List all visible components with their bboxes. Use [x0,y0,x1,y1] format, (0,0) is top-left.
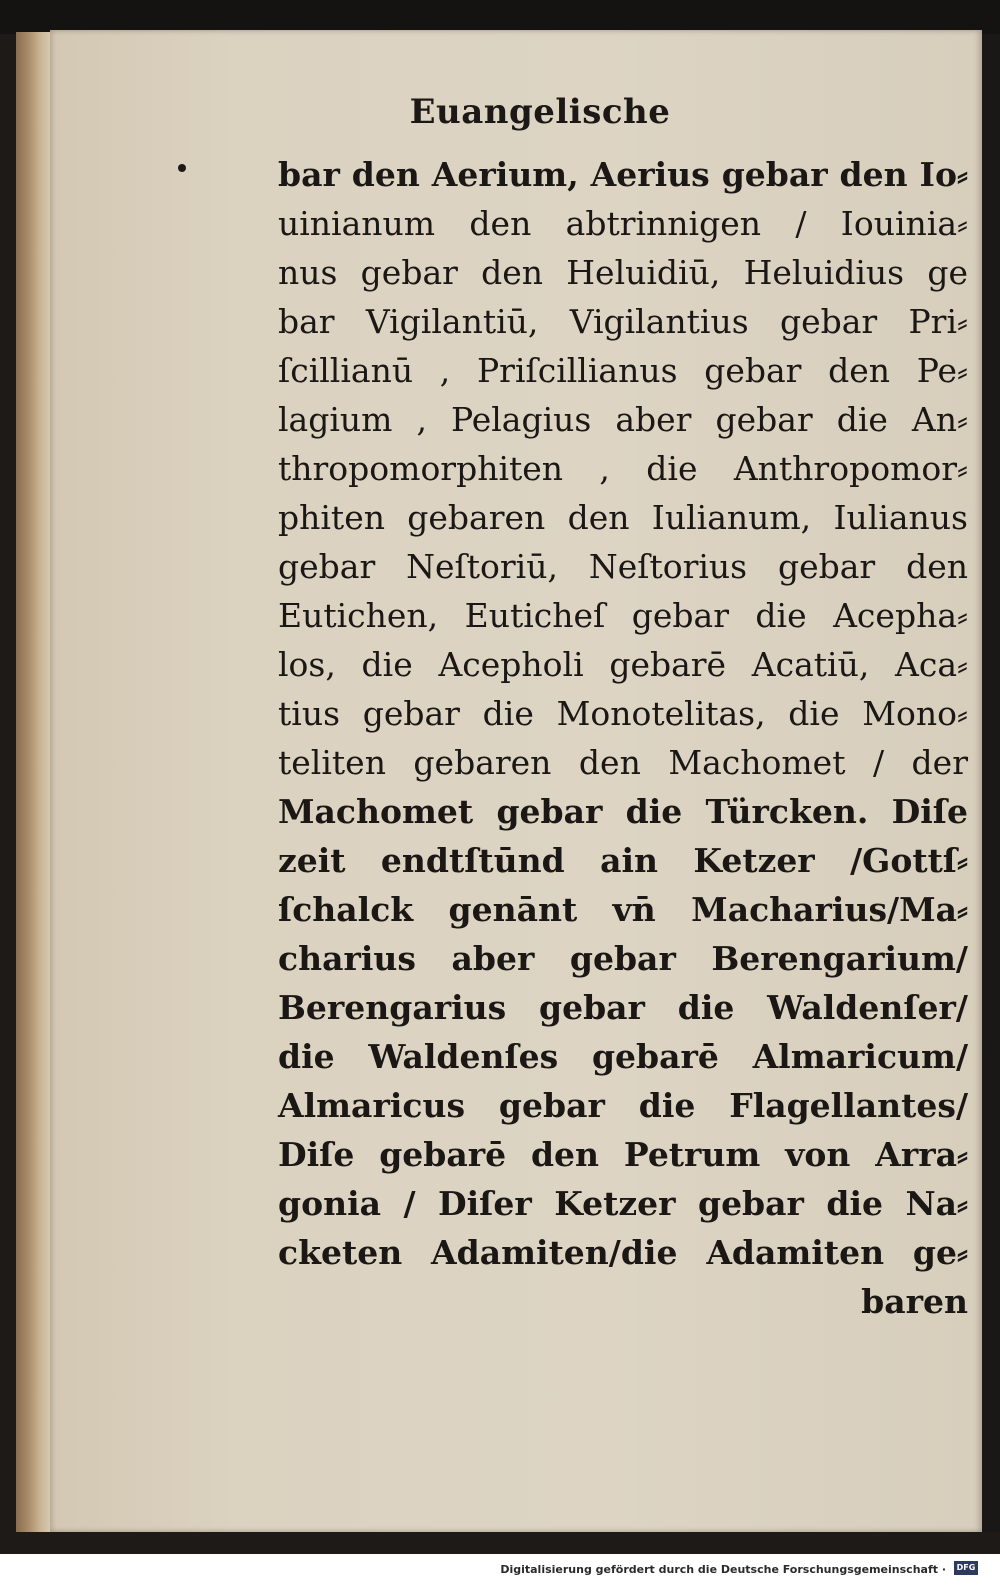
text-line: Machomet gebar die Türcken. Diſe [278,792,968,831]
page-header: Euangelische [409,92,671,132]
text-line: thropomorphiten , die Anthropomor⸗ [278,449,968,488]
text-line: bar den Aerium, Aerius gebar den Io⸗ [278,155,968,194]
text-line: bar Vigilantiū, Vigilantius gebar Pri⸗ [278,302,968,341]
text-line: die Waldenſes gebarē Almaricum/ [278,1037,968,1076]
scan-bottom-border [0,1532,1000,1554]
text-line: Eutichen, Euticheſ gebar die Acepha⸗ [278,596,968,635]
scan-right-border [982,34,1000,1547]
funding-credit: Digitalisierung gefördert durch die Deutsche Forschungsgemeinschaft · [500,1563,946,1576]
text-line: lagium , Pelagius aber gebar die An⸗ [278,400,968,439]
book-page-edges [16,32,50,1534]
text-line: gebar Neſtoriū, Neſtorius gebar den [278,547,968,586]
ink-spot [178,164,186,172]
book-page [50,30,982,1532]
text-line: ſchalck genānt vn̄ Macharius/Ma⸗ [278,890,968,929]
text-line: ſcillianū , Priſcillianus gebar den Pe⸗ [278,351,968,390]
text-line: zeit endtſtūnd ain Ketzer /Gottſ⸗ [278,841,968,880]
text-line: tius gebar die Monotelitas, die Mono⸗ [278,694,968,733]
text-line: cketen Adamiten/die Adamiten ge⸗ [278,1233,968,1272]
text-line: nus gebar den Heluidiū, Heluidius ge [278,253,968,292]
text-line: los, die Acepholi gebarē Acatiū, Aca⸗ [278,645,968,684]
text-line: Diſe gebarē den Petrum von Arra⸗ [278,1135,968,1174]
text-line: gonia / Diſer Ketzer gebar die Na⸗ [278,1184,968,1223]
scan-top-border [0,0,1000,34]
body-text [278,150,968,1326]
text-line: charius aber gebar Berengarium/ [278,939,968,978]
catchword: baren [861,1282,968,1321]
dfg-logo-icon: DFG [954,1561,978,1575]
text-line: Almaricus gebar die Flagellantes/ [278,1086,968,1125]
text-line: uinianum den abtrinnigen / Iouinia⸗ [278,204,968,243]
text-line: Berengarius gebar die Waldenſer/ [278,988,968,1027]
text-line: teliten gebaren den Machomet / der [278,743,968,782]
text-line: phiten gebaren den Iulianum, Iulianus [278,498,968,537]
scan-left-border [0,34,16,1547]
